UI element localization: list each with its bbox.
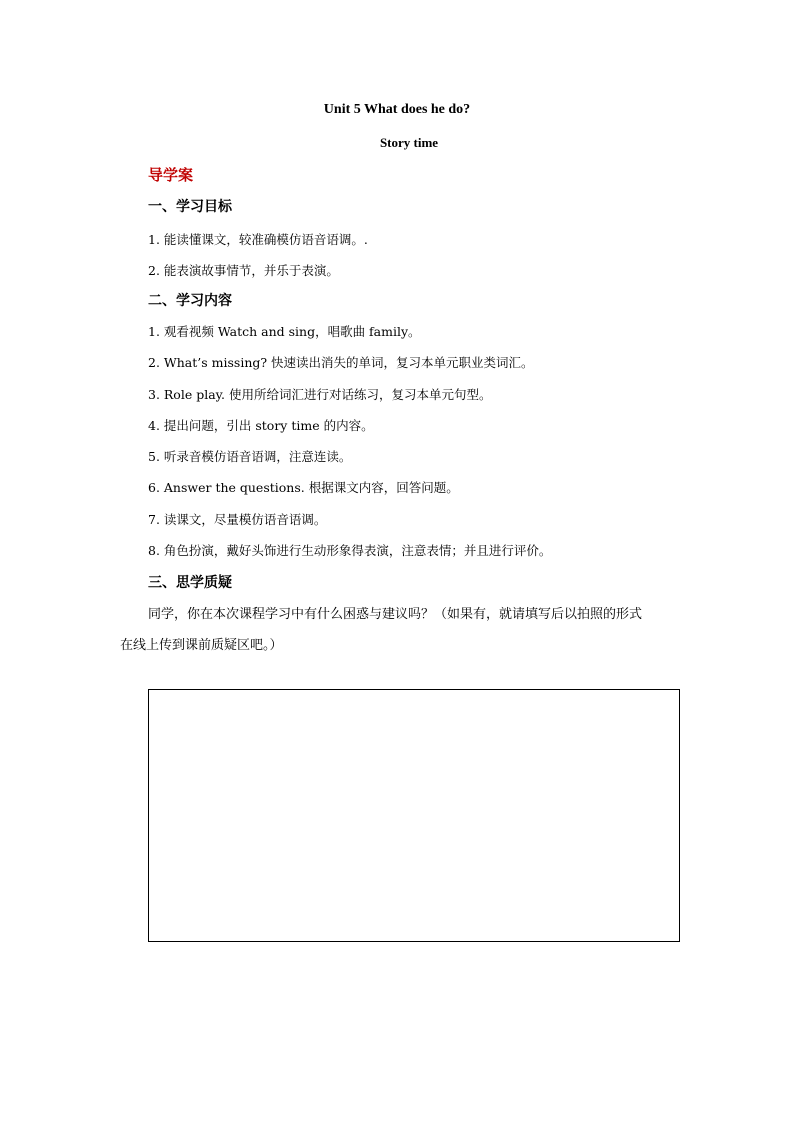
section-heading-objectives: 一、学习目标 bbox=[148, 199, 232, 215]
list-item: 1. 观看视频 Watch and sing，唱歌曲 family。 bbox=[148, 324, 421, 339]
list-item: 2. What’s missing? 快速读出消失的单词，复习本单元职业类词汇。 bbox=[148, 355, 534, 370]
list-item: 5. 听录音模仿语音语调，注意连读。 bbox=[148, 449, 352, 464]
list-item: 8. 角色扮演，戴好头饰进行生动形象得表演，注意表情；并且进行评价。 bbox=[148, 543, 552, 558]
list-item: 6. Answer the questions. 根据课文内容，回答问题。 bbox=[148, 480, 459, 495]
list-item: 3. Role play. 使用所给词汇进行对话练习，复习本单元句型。 bbox=[148, 387, 492, 402]
section-heading-content: 二、学习内容 bbox=[148, 293, 232, 309]
list-item: 7. 读课文，尽量模仿语音语调。 bbox=[148, 512, 327, 527]
question-paragraph-line1: 同学，你在本次课程学习中有什么困惑与建议吗？（如果有，就请填写后以拍照的形式 bbox=[148, 607, 643, 622]
answer-box[interactable] bbox=[148, 689, 680, 942]
page-title: Unit 5 What does he do? bbox=[323, 102, 471, 117]
list-item: 2. 能表演故事情节，并乐于表演。 bbox=[148, 263, 339, 278]
guide-label: 导学案 bbox=[148, 166, 194, 184]
section-heading-questions: 三、思学质疑 bbox=[148, 575, 232, 591]
question-paragraph-line2: 在线上传到课前质疑区吧。） bbox=[120, 638, 283, 653]
page-subtitle: Story time bbox=[379, 135, 439, 150]
list-item: 4. 提出问题，引出 story time 的内容。 bbox=[148, 418, 374, 433]
list-item: 1. 能读懂课文，较准确模仿语音语调。. bbox=[148, 232, 368, 247]
